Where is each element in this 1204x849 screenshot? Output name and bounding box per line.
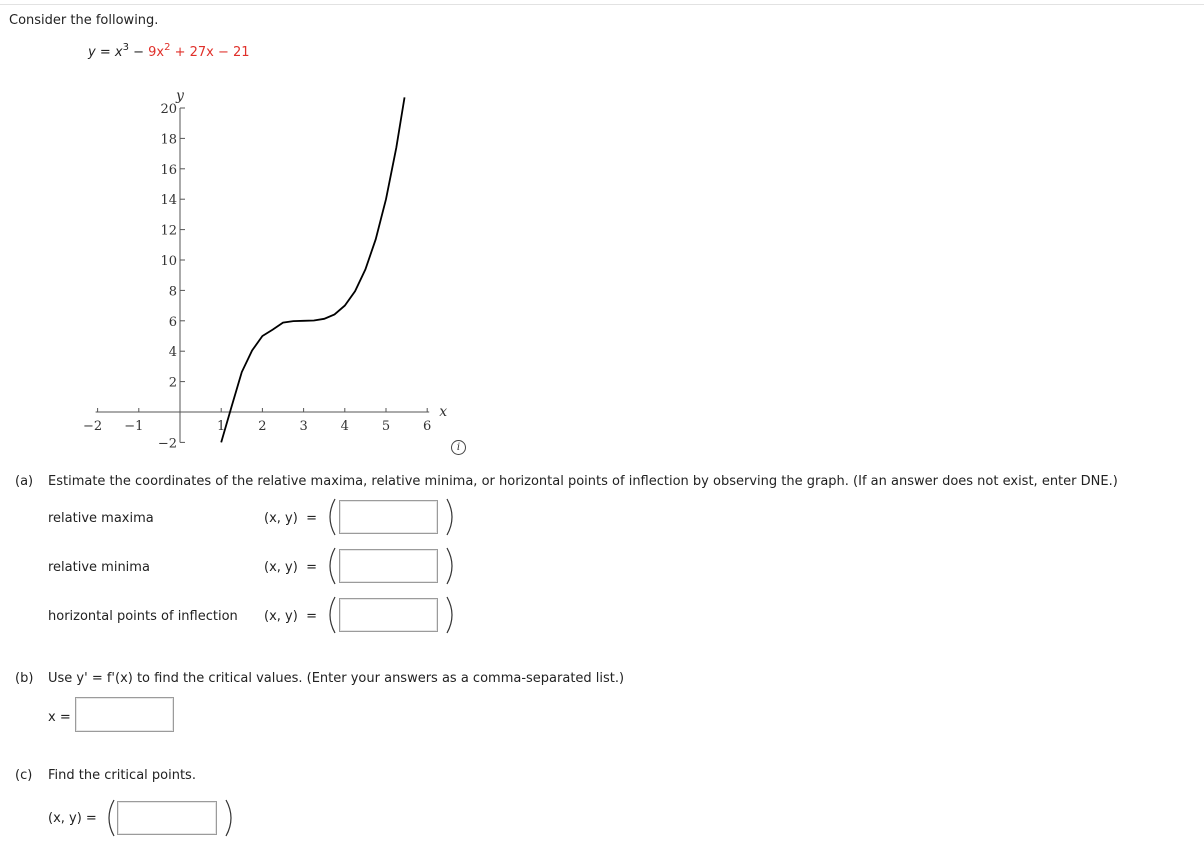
right-paren bbox=[444, 595, 458, 635]
part-a-question bbox=[15, 474, 1118, 489]
function-graph bbox=[0, 0, 470, 450]
part-b-text: Use y' = f'(x) to find the critical values. (Enter your answers as a comma-separated list.) bbox=[48, 671, 625, 686]
y-tick-label: 6 bbox=[168, 314, 177, 330]
x-tick-label: 3 bbox=[299, 419, 308, 434]
equals-sign: = bbox=[306, 609, 317, 624]
equals-sign: = bbox=[306, 511, 317, 526]
equals-sign: = bbox=[306, 560, 317, 575]
xy-text: (x, y) bbox=[264, 560, 298, 575]
eq-coef9: 9x bbox=[148, 45, 165, 60]
right-paren bbox=[223, 798, 237, 838]
eq-exp2: 2 bbox=[164, 42, 171, 53]
part-b-label: (b) bbox=[15, 671, 34, 686]
y-tick-label: 4 bbox=[168, 345, 177, 361]
relative-minima-xy bbox=[264, 560, 317, 575]
x-tick-label: 6 bbox=[423, 419, 432, 434]
intro-text: Consider the following. bbox=[9, 13, 159, 28]
eq-rest: + 27x − 21 bbox=[170, 45, 250, 60]
right-paren bbox=[444, 546, 458, 586]
x-tick-label: −2 bbox=[83, 419, 103, 434]
y-tick-label: 8 bbox=[168, 284, 177, 300]
part-c-text: Find the critical points. bbox=[48, 768, 196, 783]
relative-minima-label: relative minima bbox=[48, 560, 150, 575]
y-tick-label: 16 bbox=[160, 162, 177, 178]
horizontal-inflection-input[interactable] bbox=[339, 598, 438, 632]
x-tick-label: −1 bbox=[124, 419, 144, 434]
x-tick-label: 2 bbox=[258, 419, 267, 434]
left-paren bbox=[324, 595, 338, 635]
y-axis-label: y bbox=[176, 88, 184, 104]
relative-maxima-xy bbox=[264, 511, 317, 526]
x-tick-label: 1 bbox=[217, 419, 226, 434]
part-c-question bbox=[15, 768, 196, 783]
y-tick-label: 12 bbox=[160, 223, 177, 239]
y-tick-label: 14 bbox=[160, 193, 177, 209]
part-b-question bbox=[15, 671, 624, 686]
left-paren bbox=[324, 497, 338, 537]
critical-values-input[interactable] bbox=[75, 697, 174, 732]
horizontal-inflection-xy bbox=[264, 609, 317, 624]
left-paren bbox=[103, 798, 117, 838]
info-icon[interactable]: i bbox=[451, 440, 466, 455]
horizontal-inflection-label: horizontal points of inflection bbox=[48, 609, 238, 624]
part-c-label: (c) bbox=[15, 768, 33, 783]
eq-minus: − bbox=[128, 45, 149, 60]
xy-text: (x, y) bbox=[264, 609, 298, 624]
y-tick-label: −2 bbox=[157, 436, 177, 450]
part-a-label: (a) bbox=[15, 474, 34, 489]
xy-text: (x, y) bbox=[264, 511, 298, 526]
x-axis-label: x bbox=[439, 404, 448, 420]
eq-x: x bbox=[114, 45, 123, 60]
x-tick-label: 5 bbox=[381, 419, 391, 434]
critical-points-xy: (x, y) = bbox=[48, 811, 97, 826]
eq-equals: = bbox=[95, 45, 115, 60]
critical-points-input[interactable] bbox=[117, 801, 217, 835]
x-tick-label: 4 bbox=[340, 419, 349, 434]
part-a-text: Estimate the coordinates of the relative maxima, relative minima, or horizontal points of inflection by observing the graph. (If an answer does not exist, enter DNE.) bbox=[48, 474, 1118, 489]
eq-exp3: 3 bbox=[122, 42, 129, 53]
y-tick-label: 18 bbox=[160, 132, 177, 148]
relative-maxima-label: relative maxima bbox=[48, 511, 154, 526]
eq-y: y bbox=[88, 45, 96, 60]
y-tick-label: 20 bbox=[160, 102, 177, 117]
function-curve bbox=[221, 97, 404, 442]
y-tick-label: 2 bbox=[168, 375, 177, 391]
relative-minima-input[interactable] bbox=[339, 549, 438, 583]
left-paren bbox=[324, 546, 338, 586]
x-equals-label: x = bbox=[48, 710, 71, 725]
relative-maxima-input[interactable] bbox=[339, 500, 438, 534]
right-paren bbox=[444, 497, 458, 537]
y-tick-label: 10 bbox=[160, 254, 177, 269]
